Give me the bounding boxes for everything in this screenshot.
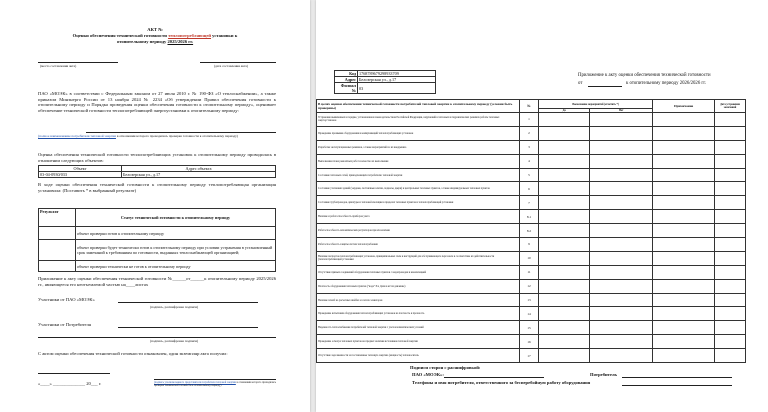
checklist-condition: Устранение выявленных в порядке, установленном законодательством Российской Федерации, нарушений в тепловых и гидравлических режимах работы тепловых энергоустановок [317, 113, 520, 127]
checklist-condition: Проведение осмотра тепловых пунктов на предмет наличия источников тепловой энергии [317, 335, 520, 349]
objects-table [38, 165, 276, 178]
checklist-fix-date-cell[interactable] [715, 321, 746, 335]
act-page [0, 0, 310, 412]
acquainted-paragraph: С актом оценки обеспечения технической готовности ознакомлен, один экземпляр акта получил: [38, 351, 228, 356]
checklist-condition: Выполнение плана ремонтных работ и качество их выполнения [317, 154, 520, 168]
checklist-note-cell[interactable] [653, 335, 715, 349]
checklist-condition: Состояние утепления зданий (чердаки, лестничные клетки, подвалы, двери) и центральных тепловых пунктов, а также индивидуальных тепловых пунктов [317, 182, 520, 196]
checklist-fix-date-cell[interactable] [715, 293, 746, 307]
place-caption: (место составления акта) [40, 64, 77, 68]
address-value: Белозерская ул., д.17 [358, 77, 436, 83]
branch-value: 03 [358, 83, 436, 94]
moek-signature-line [444, 377, 544, 378]
checklist-no-cell[interactable] [590, 279, 653, 293]
checklist-number: 9 [520, 238, 539, 252]
checklist-number: 3 [520, 140, 539, 154]
footer-caption: (подпись уполномоченного представителя потребителя тепловой энергии в отношении которого проводилась проверка технической готовности к отопительному периоду) [154, 381, 276, 387]
checklist-fix-date-cell[interactable] [715, 307, 746, 321]
act-subtitle-line2: отопительному периоду 2025/2026 гг. [116, 39, 194, 44]
checklist-condition: Работоспособность автоматических регуляторов при их наличии [317, 224, 520, 238]
checklist-yes-cell[interactable] [539, 113, 590, 127]
checklist-fix-date-cell[interactable] [715, 210, 746, 224]
checklist-no-cell[interactable] [590, 293, 653, 307]
checklist-yes-cell[interactable] [539, 349, 590, 363]
col-fix-date-header: Дата устранения замечаний [715, 100, 746, 113]
checklist-number: 4 [520, 154, 539, 168]
footer-sign-line [154, 379, 276, 380]
checklist-number: 8.1 [520, 210, 539, 224]
checklist-no-cell[interactable] [590, 238, 653, 252]
checklist-fix-date-cell[interactable] [715, 335, 746, 349]
checklist-fix-date-cell[interactable] [715, 154, 746, 168]
col-number-header: № [520, 100, 539, 113]
attachment-paragraph: Приложение к акту оценки обеспечения технической готовности №______от______к отопительному периоду 2025/2026 гг., являющееся его неотъемлемой частью на____листах [38, 276, 276, 287]
checklist-note-cell[interactable] [653, 321, 715, 335]
moek-participants-label: Участники от ПАО «МОЭК» [38, 297, 95, 302]
checklist-no-cell[interactable] [590, 335, 653, 349]
checklist-row [317, 210, 746, 224]
intro-paragraph: ПАО «МОЭК» в соответствии с Федеральным законом от 27 июля 2010 г. № 190-ФЗ «О теплоснабжении», а также приказом Минэнерго России от 13 ноября 2024 № 2234 «Об утверждении Правил обеспечения готовности к отопительному периоду и Порядка проведения оценки обеспечения готовности к отопительному периоду», оценивает обеспечение технической готовности теплопотребляющей энергоустановки к отопительному периоду: [38, 91, 276, 113]
moek-signature-label: ПАО «МОЭК»: [412, 372, 444, 377]
checklist-number: 16 [520, 335, 539, 349]
branch-label: Филиал № [335, 83, 358, 94]
checklist-row [317, 126, 746, 140]
checklist-note-cell[interactable] [653, 113, 715, 127]
status-ready: объект проверки готов к отопительному периоду [76, 227, 276, 240]
checklist-no-cell[interactable] [590, 251, 653, 265]
checklist-yes-cell[interactable] [539, 140, 590, 154]
checklist-note-cell[interactable] [653, 140, 715, 154]
checklist-number: 1 [520, 113, 539, 127]
phones-line [622, 385, 732, 386]
checklist-no-cell[interactable] [590, 307, 653, 321]
checklist-note-cell[interactable] [653, 293, 715, 307]
checklist-note-cell[interactable] [653, 238, 715, 252]
consumer-line [86, 132, 276, 133]
consumer-signature-label: Потребитель [590, 372, 617, 377]
checklist-yes-cell[interactable] [539, 265, 590, 279]
receipt-date: «____» ______________ 20___ г. [38, 381, 102, 386]
checklist-number: 2 [520, 126, 539, 140]
checklist-fix-date-cell[interactable] [715, 113, 746, 127]
checklist-yes-cell[interactable] [539, 321, 590, 335]
checklist-row [317, 265, 746, 279]
checklist-condition: Состояние тепловых сетей, принадлежащих потребителю тепловой энергии [317, 168, 520, 182]
checklist-condition: Надежность теплоснабжения потребителей тепловой энергии с учетом климатических условий [317, 321, 520, 335]
checklist-yes-cell[interactable] [539, 335, 590, 349]
checklist-condition: Разработка эксплуатационных режимов, а также мероприятий по их внедрению [317, 140, 520, 154]
status-not-ready: объект проверки технически не готов к отопительному периоду [76, 261, 276, 272]
checklist-condition: Проведение испытания оборудования теплопотребляющих установок на плотность и прочность [317, 307, 520, 321]
checklist-no-cell[interactable] [590, 113, 653, 127]
checklist-number: 12 [520, 279, 539, 293]
checklist-fix-date-cell[interactable] [715, 224, 746, 238]
status-header: Статус технической готовности к отопительному периоду [76, 209, 276, 227]
code-label: Код [335, 71, 358, 77]
checklist-number: 15 [520, 321, 539, 335]
checklist-row [317, 238, 746, 252]
checklist-no-cell[interactable] [590, 224, 653, 238]
checklist-yes-cell[interactable] [539, 168, 590, 182]
consumer-participants-label: Участники от Потребителя [38, 322, 91, 327]
moek-sign-caption: (подпись, расшифровка подписи) [150, 305, 199, 309]
checklist-row [317, 113, 746, 127]
col-condition-header: В целях оценки обеспечения технической готовности потребителей тепловой энергии к отопительному периоду (условия быть проверены) [317, 100, 520, 113]
checklist-condition: Плотность оборудования тепловых пунктов ("вода" Р и Д,мм в кг/см давление) [317, 279, 520, 293]
checklist-no-cell[interactable] [590, 321, 653, 335]
checklist-yes-cell[interactable] [539, 293, 590, 307]
checklist-yes-cell[interactable] [539, 307, 590, 321]
consumer-sign-line-2 [38, 337, 276, 338]
checklist-row [317, 307, 746, 321]
checklist-note-cell[interactable] [653, 279, 715, 293]
checklist-number: 17 [520, 349, 539, 363]
col-done-header: Выполнение мероприятий (отметить *) [539, 100, 653, 109]
checklist-note-cell[interactable] [653, 251, 715, 265]
checklist-note-cell[interactable] [653, 196, 715, 210]
checklist-row [317, 293, 746, 307]
checklist-note-cell[interactable] [653, 154, 715, 168]
consumer-sign-line [118, 327, 258, 328]
result-header: Результат [39, 209, 76, 227]
checklist-row [317, 321, 746, 335]
checklist-condition: Проведение промывки оборудования и коммуникаций теплопотребляющих установок [317, 126, 520, 140]
checklist-no-cell[interactable] [590, 126, 653, 140]
checklist-no-cell[interactable] [590, 182, 653, 196]
checklist-row [317, 279, 746, 293]
checklist-row [317, 182, 746, 196]
phones-label: Телефоны и имя потребителя, ответственного за бесперебойную работу оборудования [412, 380, 591, 385]
checklist-yes-cell[interactable] [539, 224, 590, 238]
checklist-fix-date-cell[interactable] [715, 182, 746, 196]
checklist-fix-date-cell[interactable] [715, 279, 746, 293]
checklist-yes-cell[interactable] [539, 126, 590, 140]
checklist-yes-cell[interactable] [539, 238, 590, 252]
checklist-yes-cell[interactable] [539, 182, 590, 196]
checklist-row [317, 196, 746, 210]
checklist-no-cell[interactable] [590, 196, 653, 210]
checklist-no-cell[interactable] [590, 168, 653, 182]
object-header-table [334, 70, 436, 94]
checklist-yes-cell[interactable] [539, 251, 590, 265]
date-line [200, 62, 276, 63]
checklist-number: 14 [520, 307, 539, 321]
checklist-fix-date-cell[interactable] [715, 126, 746, 140]
act-subtitle-line1: Оценки обеспечения технической готовности теплопотребляющей установки к [72, 33, 238, 38]
checklist-yes-cell[interactable] [539, 154, 590, 168]
checklist-note-cell[interactable] [653, 168, 715, 182]
checklist-condition: Отсутствие задолженности за поставленные тепловую энергию (мощность) теплоноситель [317, 349, 520, 363]
checklist-fix-date-cell[interactable] [715, 196, 746, 210]
checklist-fix-date-cell[interactable] [715, 251, 746, 265]
checklist-row [317, 168, 746, 182]
checklist-condition: Наличие пломб на расчетных шайбах и соплах элеваторов [317, 293, 520, 307]
result-mark-1[interactable] [39, 227, 76, 240]
act-title: АКТ № [147, 27, 163, 32]
checklist-note-cell[interactable] [653, 182, 715, 196]
col-yes-header: Да [539, 109, 590, 113]
checklist-number: 10 [520, 251, 539, 265]
checklist-row [317, 349, 746, 363]
checklist-row [317, 335, 746, 349]
checklist-note-cell[interactable] [653, 126, 715, 140]
attachment-period: к отопительному периоду 2026/2026 гг. [626, 81, 707, 86]
checklist-no-cell[interactable] [590, 154, 653, 168]
status-conditional: объект проверки будет технически готов к отопительному периоду при условии устранения в установленный срок замечаний к требованиям по готовности, выданных теплоснабжающей организацией; [76, 240, 276, 261]
checklist-fix-date-cell[interactable] [715, 140, 746, 154]
checklist-number: 11 [520, 265, 539, 279]
checklist-row [317, 154, 746, 168]
checklist-note-cell[interactable] [653, 224, 715, 238]
place-line [38, 62, 118, 63]
checklist-note-cell[interactable] [653, 307, 715, 321]
consumer-signature-line [622, 377, 732, 378]
result-mark-3[interactable] [39, 261, 76, 272]
result-table [38, 208, 276, 272]
checklist-no-cell[interactable] [590, 140, 653, 154]
consumer-caption: (полное наименование потребителя тепловой энергии в отношении которого проводилась проверка готовности к отопительному периоду) [38, 134, 238, 138]
attachment-title: Приложение к акту оценки обеспечения технической готовности [578, 73, 711, 78]
signatures-label: Подписи сторон с расшифровкой: [410, 365, 481, 370]
checklist-yes-cell[interactable] [539, 279, 590, 293]
checklist-yes-cell[interactable] [539, 196, 590, 210]
checklist-fix-date-cell[interactable] [715, 349, 746, 363]
checklist-yes-cell[interactable] [539, 210, 590, 224]
checklist-number: 5 [520, 168, 539, 182]
attachment-page [316, 0, 768, 412]
checklist-condition: Работоспособность защиты систем теплопотребления [317, 238, 520, 252]
checklist-condition: Отсутствие прямых соединений оборудования тепловых пунктов с водопроводом и канализацией [317, 265, 520, 279]
object-code: 03-04-0930/033 [39, 172, 122, 178]
attachment-from: от [578, 81, 583, 86]
col-note-header: Примечание [653, 100, 715, 113]
objects-header-object: Объект [39, 166, 122, 172]
checklist-condition: Наличие паспортов теплопотребляющих установок, принципиальных схем и инструкций для обслуживающего персонала и соответствие их действительности (теплопотребляющей установки [317, 251, 520, 265]
checklist-no-cell[interactable] [590, 349, 653, 363]
receiver-sign-line [38, 373, 110, 374]
result-paragraph: В ходе оценки обеспечения технической готовности к отопительному периоду теплопотребляющая организация установила: (Поставить * в выбранный результат) [38, 182, 276, 193]
checklist-no-cell[interactable] [590, 265, 653, 279]
checklist-row [317, 140, 746, 154]
consumer-sign-caption: (подпись, расшифровка подписи) [150, 339, 199, 343]
moek-sign-line [118, 302, 258, 303]
checklist-fix-date-cell[interactable] [715, 168, 746, 182]
checklist-note-cell[interactable] [653, 265, 715, 279]
attachment-from-line [588, 86, 622, 87]
result-mark-2[interactable] [39, 240, 76, 261]
checklist-number: 6 [520, 182, 539, 196]
objects-header-address: Адрес объекта [122, 166, 276, 172]
checklist-row [317, 251, 746, 265]
checklist-condition: Наличие и работоспособность приборов учета [317, 210, 520, 224]
checklist-no-cell[interactable] [590, 210, 653, 224]
object-address: Белозерская ул., д.17 [122, 172, 276, 178]
checklist-number: 13 [520, 293, 539, 307]
checklist-row [317, 224, 746, 238]
checklist-number: 8.2 [520, 224, 539, 238]
code-value: 1768789679298933709 [358, 71, 436, 77]
checklist-note-cell[interactable] [653, 210, 715, 224]
date-caption: (дата составления акта) [214, 64, 249, 68]
objects-paragraph: Оценка обеспечения технической готовности теплопотребляющих установок к отопительному периоду проводилась в отношении следующих объектов: [38, 152, 276, 163]
checklist-table [316, 99, 746, 363]
checklist-condition: Состояние трубопроводов, арматуры и тепловой изоляции в пределах тепловых пунктов и теплопотребляющей установки [317, 196, 520, 210]
checklist-note-cell[interactable] [653, 349, 715, 363]
col-no-header: Нет [590, 109, 653, 113]
checklist-number: 7 [520, 196, 539, 210]
address-label: Адрес [335, 77, 358, 83]
checklist-fix-date-cell[interactable] [715, 265, 746, 279]
checklist-fix-date-cell[interactable] [715, 238, 746, 252]
